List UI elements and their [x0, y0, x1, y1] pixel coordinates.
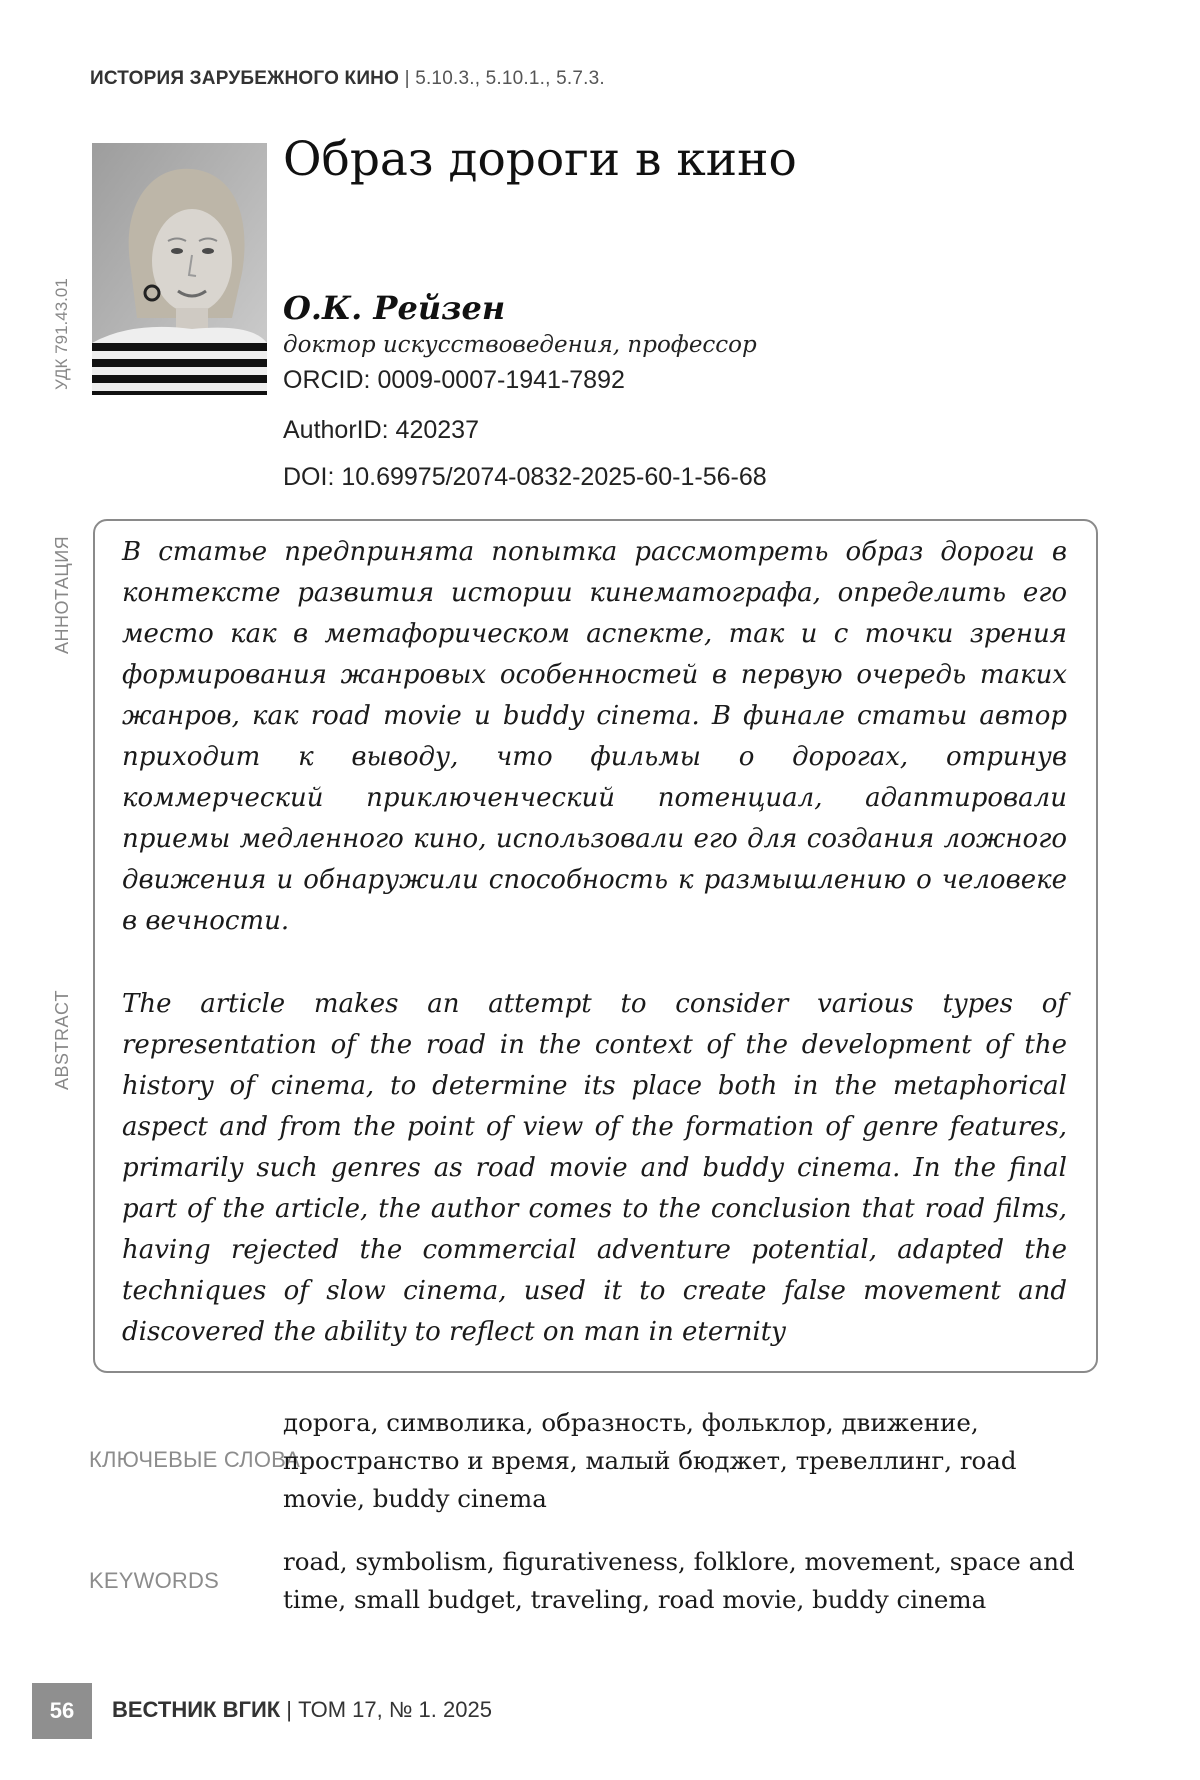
annotation-label: АННОТАЦИЯ — [52, 535, 72, 654]
journal-issue: ТОМ 17, № 1. 2025 — [298, 1697, 492, 1722]
author-degree: доктор искусствоведения, профессор — [283, 332, 757, 358]
author-name: О.К. Рейзен — [283, 289, 506, 327]
keywords-ru-label: КЛЮЧЕВЫЕ СЛОВА — [89, 1447, 301, 1472]
orcid: ORCID: 0009-0007-1941-7892 — [283, 366, 625, 394]
doi: DOI: 10.69975/2074-0832-2025-60-1-56-68 — [283, 463, 767, 491]
abstract-label: ABSTRACT — [52, 989, 72, 1090]
classification-codes: 5.10.3., 5.10.1., 5.7.3. — [415, 68, 605, 89]
author-photo — [92, 143, 267, 395]
keywords-russian: дорога, символика, образность, фольклор, движение, пространство и время, малый бюджет, тревеллинг, road movie, buddy cinema — [283, 1408, 1017, 1513]
keywords-english: road, symbolism, figurativeness, folklore, movement, space and time, small budget, traveling, road movie, buddy cinema — [283, 1547, 1075, 1614]
keywords-en-label: KEYWORDS — [89, 1568, 219, 1593]
abstract-english: The article makes an attempt to consider various types of representation of the road in the context of the development of the history of cinema, to determine its place both in the metaphorical aspect and from the point of view of the formation of genre features, primarily such genres as road movie and buddy cinema. In the final part of the article, the author comes to the conclusion that road films, having rejected the commercial adventure potential, adapted the techniques of slow cinema, used it to create false movement and discovered the ability to reflect on man in eternity — [122, 989, 1067, 1347]
page-number: 56 — [32, 1683, 92, 1739]
abstract-russian: В статье предпринята попытка рассмотреть образ дороги в контексте развития истории кинематографа, определить его место как в метафорическом аспекте, так и с точки зрения формирования жанровых особенностей в первую очередь таких жанров, как road movie и buddy cinema. В финале статьи автор приходит к выводу, что фильмы о дорогах, отринув коммерческий приключенческий потенциал, адаптировали приемы медленного кино, использовали его для создания ложного движения и обнаружили способность к размышлению о человеке в вечности. — [122, 537, 1067, 936]
journal-name: ВЕСТНИК ВГИК — [112, 1697, 281, 1722]
footer-separator: | — [280, 1697, 299, 1722]
article-title: Образ дороги в кино — [283, 132, 797, 187]
udk-code: УДК 791.43.01 — [52, 278, 71, 390]
author-id: AuthorID: 420237 — [283, 416, 479, 444]
running-header — [90, 68, 605, 90]
header-separator: | — [399, 68, 416, 89]
section-title: ИСТОРИЯ ЗАРУБЕЖНОГО КИНО — [90, 68, 400, 89]
journal-footer — [112, 1697, 492, 1723]
